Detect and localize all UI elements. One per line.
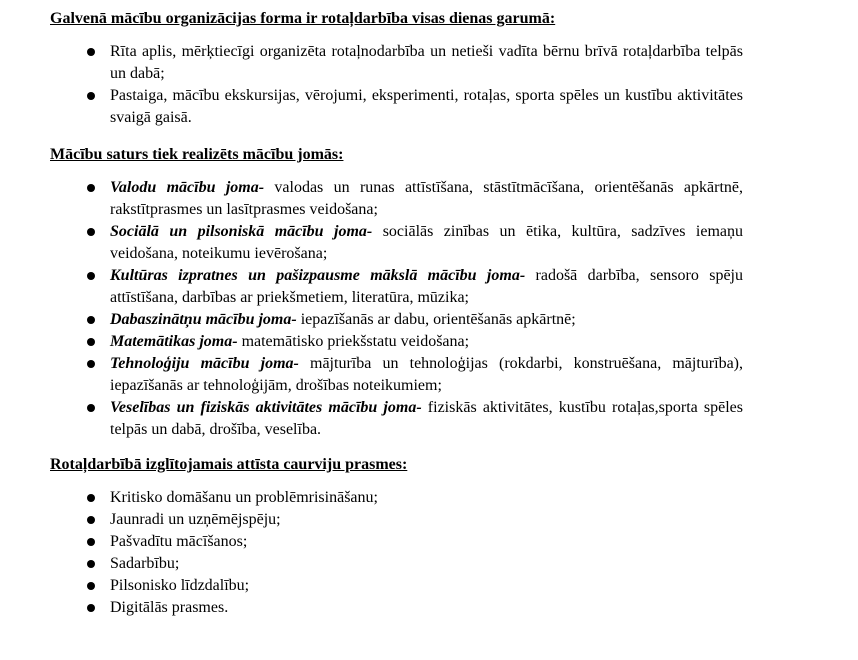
bullet-icon [87, 184, 95, 192]
list-item-text: Sadarbību; [110, 555, 180, 572]
list-item-text: Pilsonisko līdzdalību; [110, 577, 250, 594]
list-item-text: Pašvadītu mācīšanos; [110, 533, 248, 550]
bullet-icon [87, 48, 95, 56]
learning-area-term: Dabaszinātņu mācību joma- [110, 311, 297, 328]
list-item-text: Rīta aplis, mērķtiecīgi organizēta rotaļnodarbība un netieši vadīta bērnu brīvā rotaļdarbība telpās un dabā; [110, 43, 743, 82]
bullet-icon [87, 316, 95, 324]
learning-area-description: matemātisko priekšstatu veidošana; [237, 333, 470, 350]
learning-area-description: sociālās zinības un ētika, kultūra, sadzīves iemaņu veidošana, noteikumu ievērošana; [110, 223, 744, 262]
bullet-icon [87, 404, 95, 412]
list-item-text: Digitālās prasmes. [110, 599, 229, 616]
bullet-icon [87, 516, 95, 524]
section-heading-organization: Galvenā mācību organizācijas forma ir rotaļdarbība visas dienas garumā: [50, 10, 556, 27]
list-item-text [110, 265, 743, 309]
learning-area-description: radošā darbība, sensoro spēju attīstīšana, darbības ar priekšmetiem, literatūra, mūzika; [110, 267, 743, 306]
section-heading-learning-areas: Mācību saturs tiek realizēts mācību jomās: [50, 146, 344, 163]
learning-area-description: valodas un runas attīstīšana, stāstītmācīšana, orientēšanās apkārtnē, rakstītprasmes un lasītprasmes veidošana; [110, 179, 743, 218]
bullet-icon [87, 228, 95, 236]
list-item-text: Jaunradi un uzņēmējspēju; [110, 511, 281, 528]
learning-area-description: mājturība un tehnoloģijas (rokdarbi, konstruēšana, mājturība), iepazīšanās ar tehnoloģijām, drošības noteikumiem; [110, 355, 743, 394]
bullet-icon [87, 560, 95, 568]
bullet-icon [87, 494, 95, 502]
learning-area-description: fiziskās aktivitātes, kustību rotaļas,sporta spēles telpās un dabā, drošība, veselība. [110, 399, 743, 438]
bullet-icon [87, 92, 95, 100]
bullet-icon [87, 582, 95, 590]
bullet-icon [87, 360, 95, 368]
list-item-text: Pastaiga, mācību ekskursijas, vērojumi, eksperimenti, rotaļas, sporta spēles un kustību aktivitātes svaigā gaisā. [110, 87, 743, 126]
learning-area-description: iepazīšanās ar dabu, orientēšanās apkārtnē; [296, 311, 576, 328]
bullet-icon [87, 604, 95, 612]
bullet-icon [87, 272, 95, 280]
section-heading-transversal-skills: Rotaļdarbībā izglītojamais attīsta caurviju prasmes: [50, 456, 408, 473]
learning-area-term: Valodu mācību joma- [110, 179, 265, 196]
list-item-text [110, 309, 743, 331]
list-item-text [110, 353, 743, 397]
bullet-icon [87, 538, 95, 546]
list-item-text: Kritisko domāšanu un problēmrisināšanu; [110, 489, 378, 506]
list-item-text [110, 397, 743, 441]
learning-area-term: Veselības un fiziskās aktivitātes mācību joma- [110, 399, 422, 416]
list-item-text [110, 221, 743, 265]
bullet-icon [87, 338, 95, 346]
learning-area-term: Matemātikas joma- [110, 333, 238, 350]
list-item-text [110, 177, 743, 221]
list-item-text [110, 331, 743, 353]
learning-area-term: Kultūras izpratnes un pašizpausme mākslā mācību joma- [110, 267, 526, 284]
learning-area-term: Sociālā un pilsoniskā mācību joma- [110, 223, 373, 240]
learning-area-term: Tehnoloģiju mācību joma- [110, 355, 299, 372]
